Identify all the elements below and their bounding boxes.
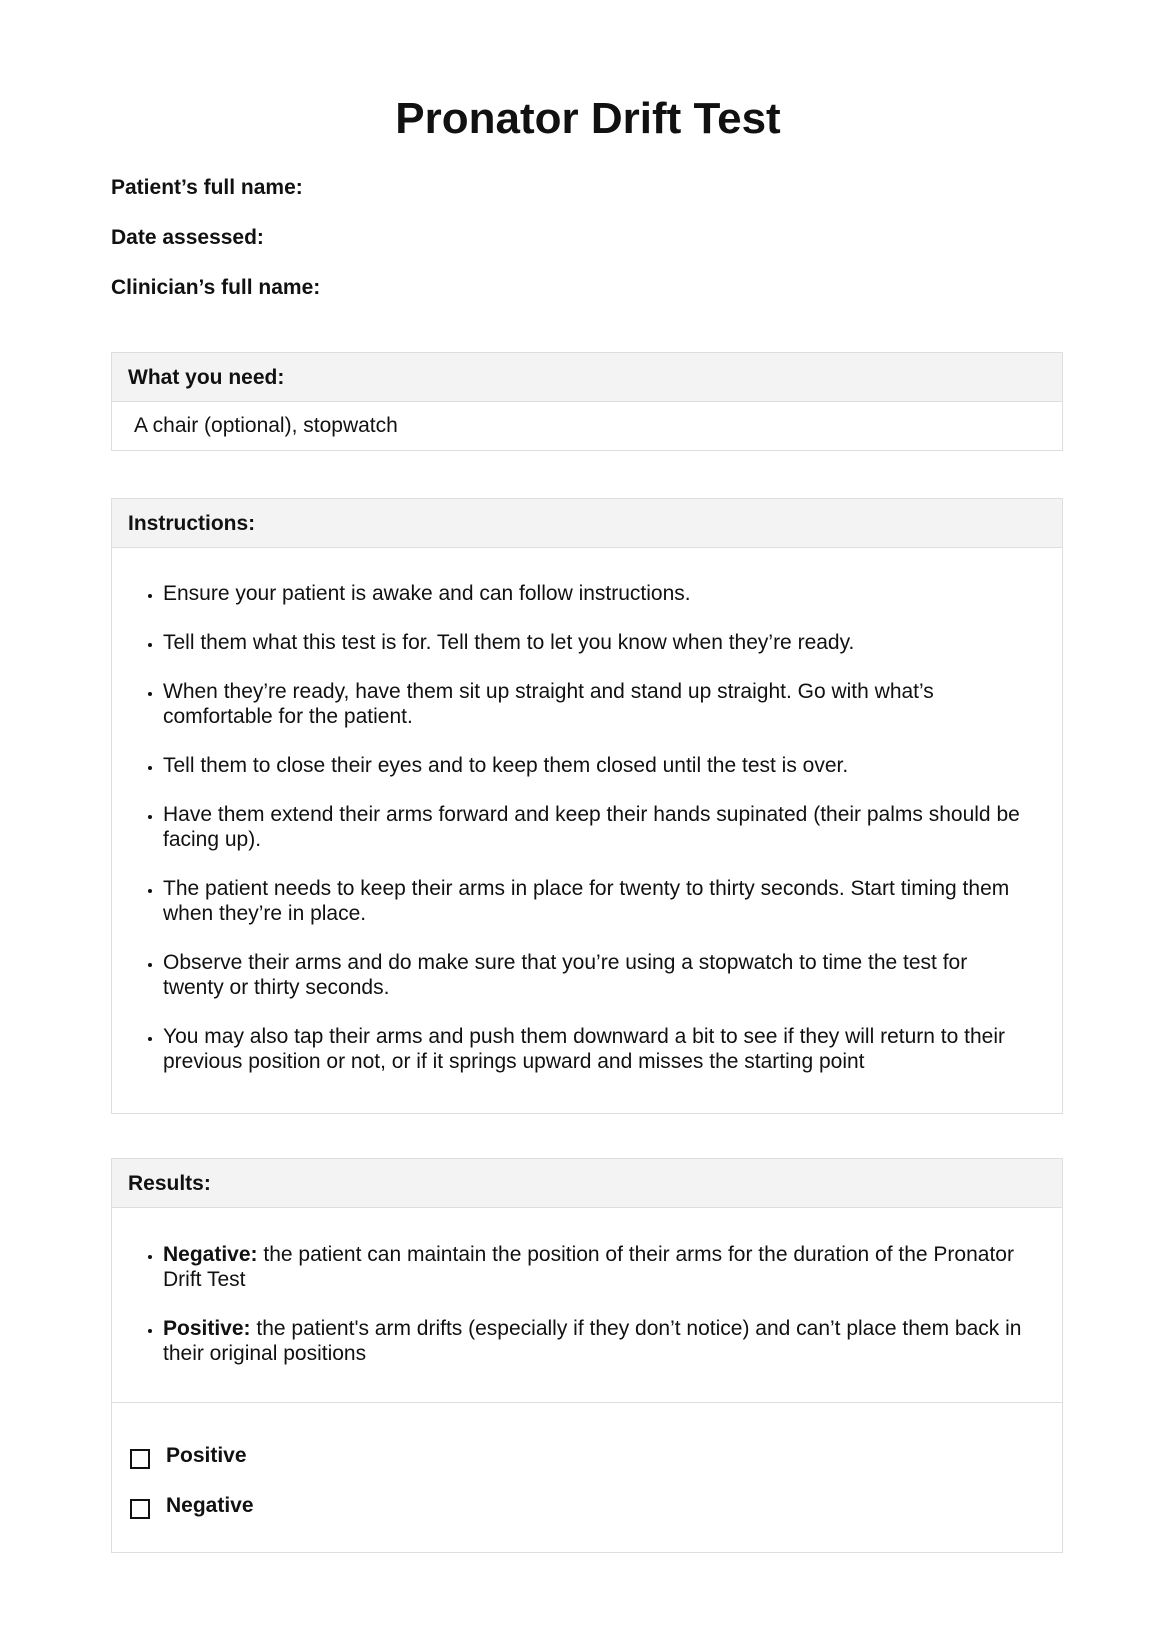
what-you-need-content: A chair (optional), stopwatch: [134, 414, 398, 437]
instruction-item: • You may also tap their arms and push them downward a bit to see if they will return to their previous position or not, or if it springs upward and misses the starting point: [163, 1024, 1032, 1074]
date-assessed-label: Date assessed:: [111, 226, 264, 249]
instruction-item: • Tell them to close their eyes and to keep them closed until the test is over.: [163, 753, 1032, 778]
instruction-item: • The patient needs to keep their arms in place for twenty to thirty seconds. Start timing them when they’re in place.: [163, 876, 1032, 926]
instructions-list: [112, 581, 1062, 1074]
instructions-header: Instructions:: [112, 499, 1062, 548]
checkbox-icon[interactable]: [130, 1499, 150, 1519]
patient-name-label: Patient’s full name:: [111, 176, 303, 199]
what-you-need-header: What you need:: [112, 353, 1062, 402]
page-title: Pronator Drift Test: [395, 94, 781, 143]
result-item-positive: [163, 1316, 1032, 1366]
instruction-item: • Ensure your patient is awake and can follow instructions.: [163, 581, 1032, 606]
instruction-item: • Have them extend their arms forward and keep their hands supinated (their palms should be facing up).: [163, 802, 1032, 852]
clinician-name-label: Clinician’s full name:: [111, 276, 321, 299]
checkbox-negative[interactable]: [130, 1481, 1062, 1531]
checkbox-label: Negative: [166, 1494, 254, 1517]
results-section: [111, 1158, 1063, 1553]
instruction-item: • Tell them what this test is for. Tell them to let you know when they’re ready.: [163, 630, 1032, 655]
checkbox-label: Positive: [166, 1444, 247, 1467]
instruction-item: • Observe their arms and do make sure that you’re using a stopwatch to time the test for twenty or thirty seconds.: [163, 950, 1032, 1000]
result-term: Positive:: [163, 1317, 251, 1340]
result-term: Negative:: [163, 1243, 258, 1266]
result-item-negative: [163, 1242, 1032, 1292]
instruction-item: • When they’re ready, have them sit up straight and stand up straight. Go with what’s comfortable for the patient.: [163, 679, 1032, 729]
what-you-need-section: [111, 352, 1063, 451]
results-list: [112, 1242, 1062, 1366]
checkbox-icon[interactable]: [130, 1449, 150, 1469]
instructions-section: [111, 498, 1063, 1114]
checkbox-positive[interactable]: [130, 1431, 1062, 1481]
result-text: the patient can maintain the position of their arms for the duration of the Pronator Drift Test: [163, 1243, 1014, 1291]
result-text: the patient's arm drifts (especially if they don’t notice) and can’t place them back in their original positions: [163, 1317, 1022, 1365]
results-header: Results:: [112, 1159, 1062, 1208]
result-checkboxes: [112, 1402, 1062, 1542]
